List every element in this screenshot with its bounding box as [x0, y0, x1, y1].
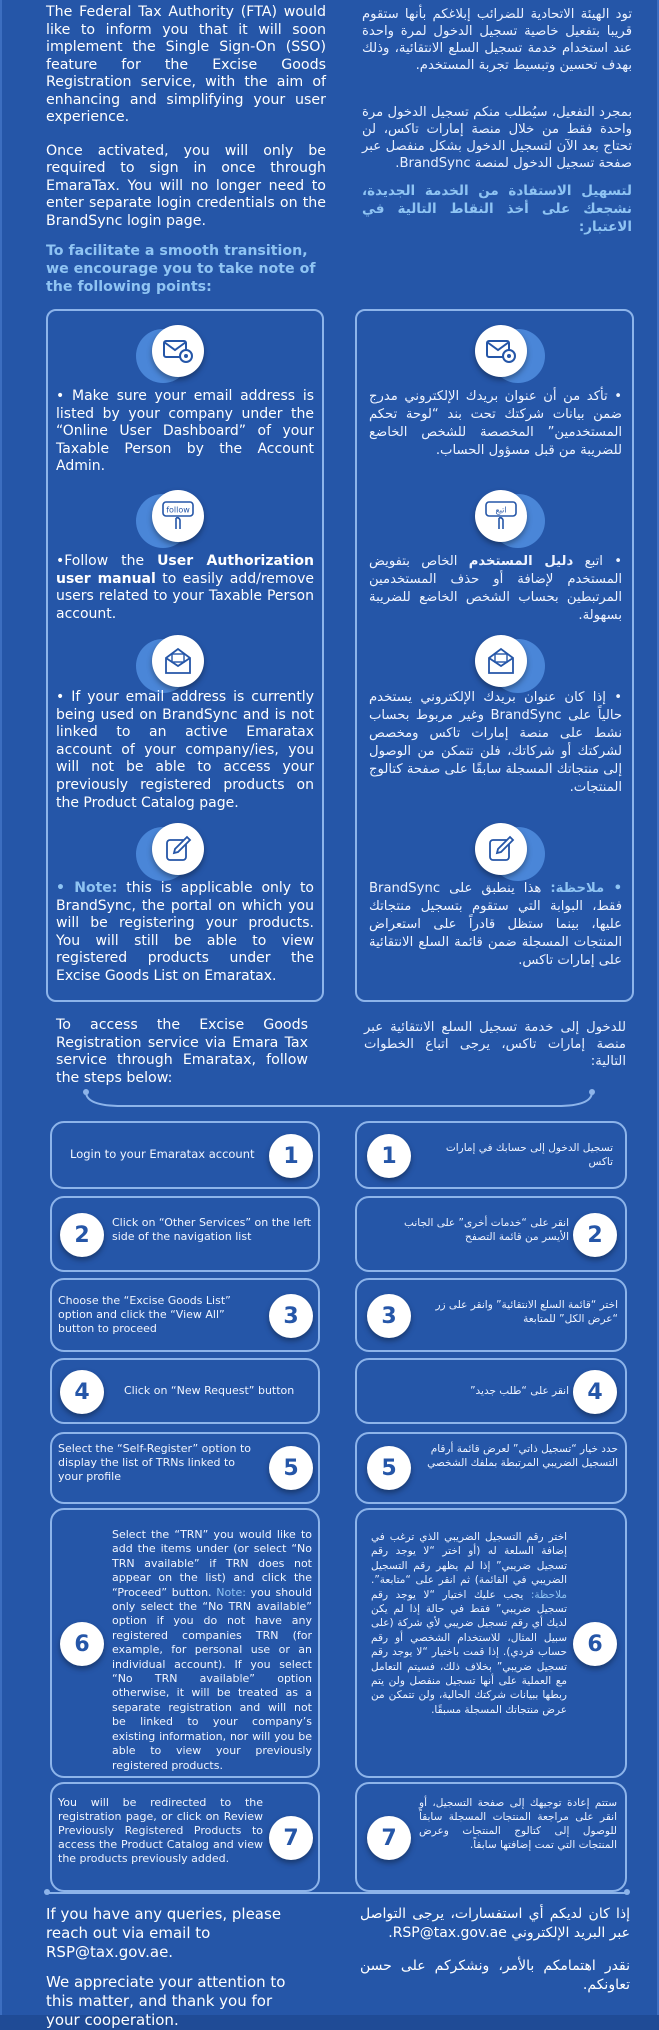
follow-icon [152, 490, 204, 542]
email-icon [152, 325, 204, 377]
step-4-ar: انقر على “طلب جديد” 4 [355, 1358, 627, 1424]
intro-ar-p1: تود الهيئة الاتحادية للضرائب إبلاغكم بأنها ستقوم قريبا بتفعيل خاصية تسجيل الدخول لمرة واحدة عند استخدام خدمة تسجيل السلع الانتقائية، وذلك بهدف تحسين وتبسيط تجربة المستخدم. [362, 7, 632, 73]
follow-icon [475, 490, 527, 542]
step-number-4: 4 [573, 1370, 617, 1414]
step-7-en: You will be redirected to the registration page, or click on Review Previously Registered Products to access the Product Catalog and view the products previously added. 7 [50, 1782, 320, 1892]
step-number-1: 1 [269, 1134, 313, 1178]
step-number-7: 7 [367, 1816, 411, 1860]
points-panel-en [46, 309, 324, 1002]
points-panel-ar [355, 309, 634, 1002]
intro-ar-highlight: لتسهيل الاستفادة من الخدمة الجديدة، نشجعك على أخذ النقاط التالية في الاعتبار: [362, 183, 632, 235]
footer-en [46, 1905, 304, 2030]
thanks-text-en: We appreciate your attention to this matter, and thank you for your cooperation. [46, 1973, 286, 2029]
step-number-4: 4 [60, 1370, 104, 1414]
step-number-3: 3 [269, 1294, 313, 1338]
step-number-6: 6 [60, 1622, 104, 1666]
envelope-icon [152, 635, 204, 687]
step-1-en: Login to your Emaratax account 1 [50, 1121, 320, 1189]
step-4-en: 4 Click on “New Request” button [50, 1358, 320, 1424]
step-5-en: Select the “Self-Register” option to display the list of TRNs linked to your profile 5 [50, 1432, 320, 1504]
intro-ar-p2: بمجرد التفعيل، سيُطلب منكم تسجيل الدخول مرة واحدة فقط من خلال منصة إمارات تاكس، لن تحتاج بعد الآن لتسجيل الدخول بشكل منفصل عبر صفحة تسجيل الدخول لمنصة BrandSync. [362, 105, 632, 171]
step-7-ar: 7 ستتم إعادة توجيهك إلى صفحة التسجيل، أو انقر على مراجعة المنتجات المسجلة سابقاً للوصول إلى كتالوج المنتجات وعرض المنتجات التي تمت إضافتها سابقاً. [355, 1782, 627, 1892]
step-6-en: 6 Select the “TRN” you would like to add the items under (or select “No TRN available” if TRN does not appear on the list) and click the “Proceed” button. Note: you should only select the “No TRN available” option if you do not have any registered companies TRN (for example, for personal use or an individual account). If you select “No TRN available” option otherwise, it will be treated as a separate registration and will not be linked to your company’s existing information, nor will you be able to view your previously registered products. [50, 1508, 320, 1778]
point-ar-2: • اتبع دليل المستخدم الخاص بتفويض المستخدم لإضافة أو حذف المستخدمين المرتبطين بحساب الشخص الخاضع للضريبة بسهولة. [369, 554, 622, 623]
intro-en-p1: The Federal Tax Authority (FTA) would like to inform you that it will soon implement the Single Sign-On (SSO) feature for the Excise Goods Registration service, with the aim of enhancing and simplifying your user experience. [46, 4, 326, 125]
envelope-icon [475, 635, 527, 687]
edit-icon-badge [136, 823, 206, 885]
step-6-ar: اختر رقم التسجيل الضريبي الذي ترغب في إضافة السلعة له (أو اختر “لا يوجد رقم تسجيل ضريبي” إذا لم يظهر رقم التسجيل الضريبي في القائمة) ثم انقر على “متابعة”. ملاحظة: يجب عليك اختيار “لا يوجد رقم تسجيل ضريبي” فقط في حالة إذا لم يكن لديك أي رقم تسجيل ضريبي لأي شركة (على سبيل المثال، للاستخدام الشخصي أو رقم حساب فردي). إذا قمت باختيار “لا يوجد رقم تسجيل ضريبي” بخلاف ذلك، فسيتم التعامل مع العملية على أنها تسجيل منفصل ولن يتم ربطها ببيانات شركتك الحالية، ولن تتمكن من عرض منتجاتك المسجلة مسبقًا. 6 [355, 1508, 627, 1778]
envelope-icon-badge-ar [475, 635, 545, 697]
user-manual-link[interactable]: User Authorization user manual [56, 553, 314, 587]
email-icon-badge [136, 325, 206, 387]
step-1-ar: 1 تسجيل الدخول إلى حسابك في إمارات تاكس [355, 1121, 627, 1189]
step-number-5: 5 [269, 1446, 313, 1490]
step-number-6: 6 [573, 1622, 617, 1666]
steps-intro-ar: للدخول إلى خدمة تسجيل السلع الانتقائية عبر منصة إمارات تاكس، يرجى اتباع الخطوات التالية: [364, 1020, 626, 1069]
steps-connector [42, 1084, 602, 1124]
footer-ar [360, 1905, 630, 1995]
svg-text:اتبع: اتبع [495, 505, 507, 515]
step-number-5: 5 [367, 1446, 411, 1490]
point-en-1: • Make sure your email address is listed by your company under the “Online User Dashboard” of your Taxable Person by the Account Admin. [56, 388, 314, 475]
point-en-2: •Follow the User Authorization user manual to easily add/remove users related to your Taxable Person account. [56, 553, 314, 622]
intro-ar [362, 6, 632, 236]
step-number-7: 7 [269, 1816, 313, 1860]
bottom-divider [48, 1892, 628, 1894]
thanks-text-ar: نقدر اهتمامكم بالأمر، ونشكركم على حسن تعاونكم. [360, 1958, 630, 1993]
step-3-en: Choose the “Excise Goods List” option and click the “View All” button to proceed 3 [50, 1278, 320, 1352]
user-manual-link-ar[interactable]: دليل المستخدم [468, 554, 574, 569]
step-number-2: 2 [573, 1213, 617, 1257]
intro-en [46, 4, 326, 296]
step-number-3: 3 [367, 1294, 411, 1338]
step-2-ar: انقر على “خدمات أخرى” على الجانب الأيسر من قائمة التصفح 2 [355, 1196, 627, 1272]
steps-intro-en: To access the Excise Goods Registration service via Emara Tax service through Emaratax, follow the steps below: [56, 1017, 308, 1086]
contact-text-en: If you have any queries, please reach out via email to RSP@tax.gov.ae. [46, 1905, 282, 1961]
envelope-icon-badge [136, 635, 206, 697]
intro-en-highlight: To facilitate a smooth transition, we encourage you to take note of the following points: [46, 243, 316, 295]
step-number-2: 2 [60, 1213, 104, 1257]
point-ar-3: • إذا كان عنوان بريدك الإلكتروني يستخدم حالياً على BrandSync وغير مربوط بحساب نشط على منصة إمارات تاكس ومخصص لشركتك أو شركاتك، فلن تتمكن من الوصول إلى منتجاتك المسجلة سابقًا على صفحة كتالوج المنتجات. [369, 690, 623, 795]
contact-text-ar: إذا كان لديكم أي استفسارات، يرجى التواصل عبر البريد الإلكتروني RSP@tax.gov.ae. [360, 1906, 630, 1941]
step-2-en: 2 Click on “Other Services” on the left side of the navigation list [50, 1196, 320, 1272]
email-icon-badge-ar [475, 325, 545, 387]
point-ar-4: • ملاحظة: هذا ينطبق على BrandSync فقط، البوابة التي ستقوم بتسجيل منتجاتك عليها، بينما ستظل قادراً على استعراض المنتجات المسجلة ضمن قائمة السلع الانتقائية على إمارات تاكس. [369, 881, 623, 968]
follow-icon-badge [136, 490, 206, 552]
point-en-3: • If your email address is currently being used on BrandSync and is not linked to an active Emaratax account of your company/ies, you will not be able to access your previously registered products on the Product Catalog page. [56, 689, 314, 811]
svg-text:follow: follow [166, 505, 190, 515]
intro-en-p2: Once activated, you will only be required to sign in once through EmaraTax. You will no longer need to enter separate login credentials on the BrandSync login page. [46, 142, 326, 229]
email-icon [475, 325, 527, 377]
edit-icon-badge-ar [475, 823, 545, 885]
follow-icon-badge-ar [475, 490, 545, 552]
step-5-ar: 5 حدد خيار “تسجيل ذاتي” لعرض قائمة أرقام التسجيل الضريبي المرتبطة بملفك الشخصي [355, 1432, 627, 1504]
edit-icon [152, 823, 204, 875]
edit-icon [475, 823, 527, 875]
point-ar-1: • تأكد من أن عنوان بريدك الإلكتروني مدرج ضمن بيانات شركتك تحت بند “لوحة تحكم المستخدمين” المخصصة للشخص الخاضع للضريبة من قبل مسؤول الحساب. [369, 389, 622, 458]
step-number-1: 1 [367, 1134, 411, 1178]
step-3-ar: 3 اختر “قائمة السلع الانتقائية” وانقر على زر “عرض الكل” للمتابعة [355, 1278, 627, 1352]
point-en-4: • Note: this is applicable only to BrandSync, the portal on which you will be registering your products. You will still be able to view registered products under the Excise Goods List on Emaratax. [56, 880, 314, 984]
